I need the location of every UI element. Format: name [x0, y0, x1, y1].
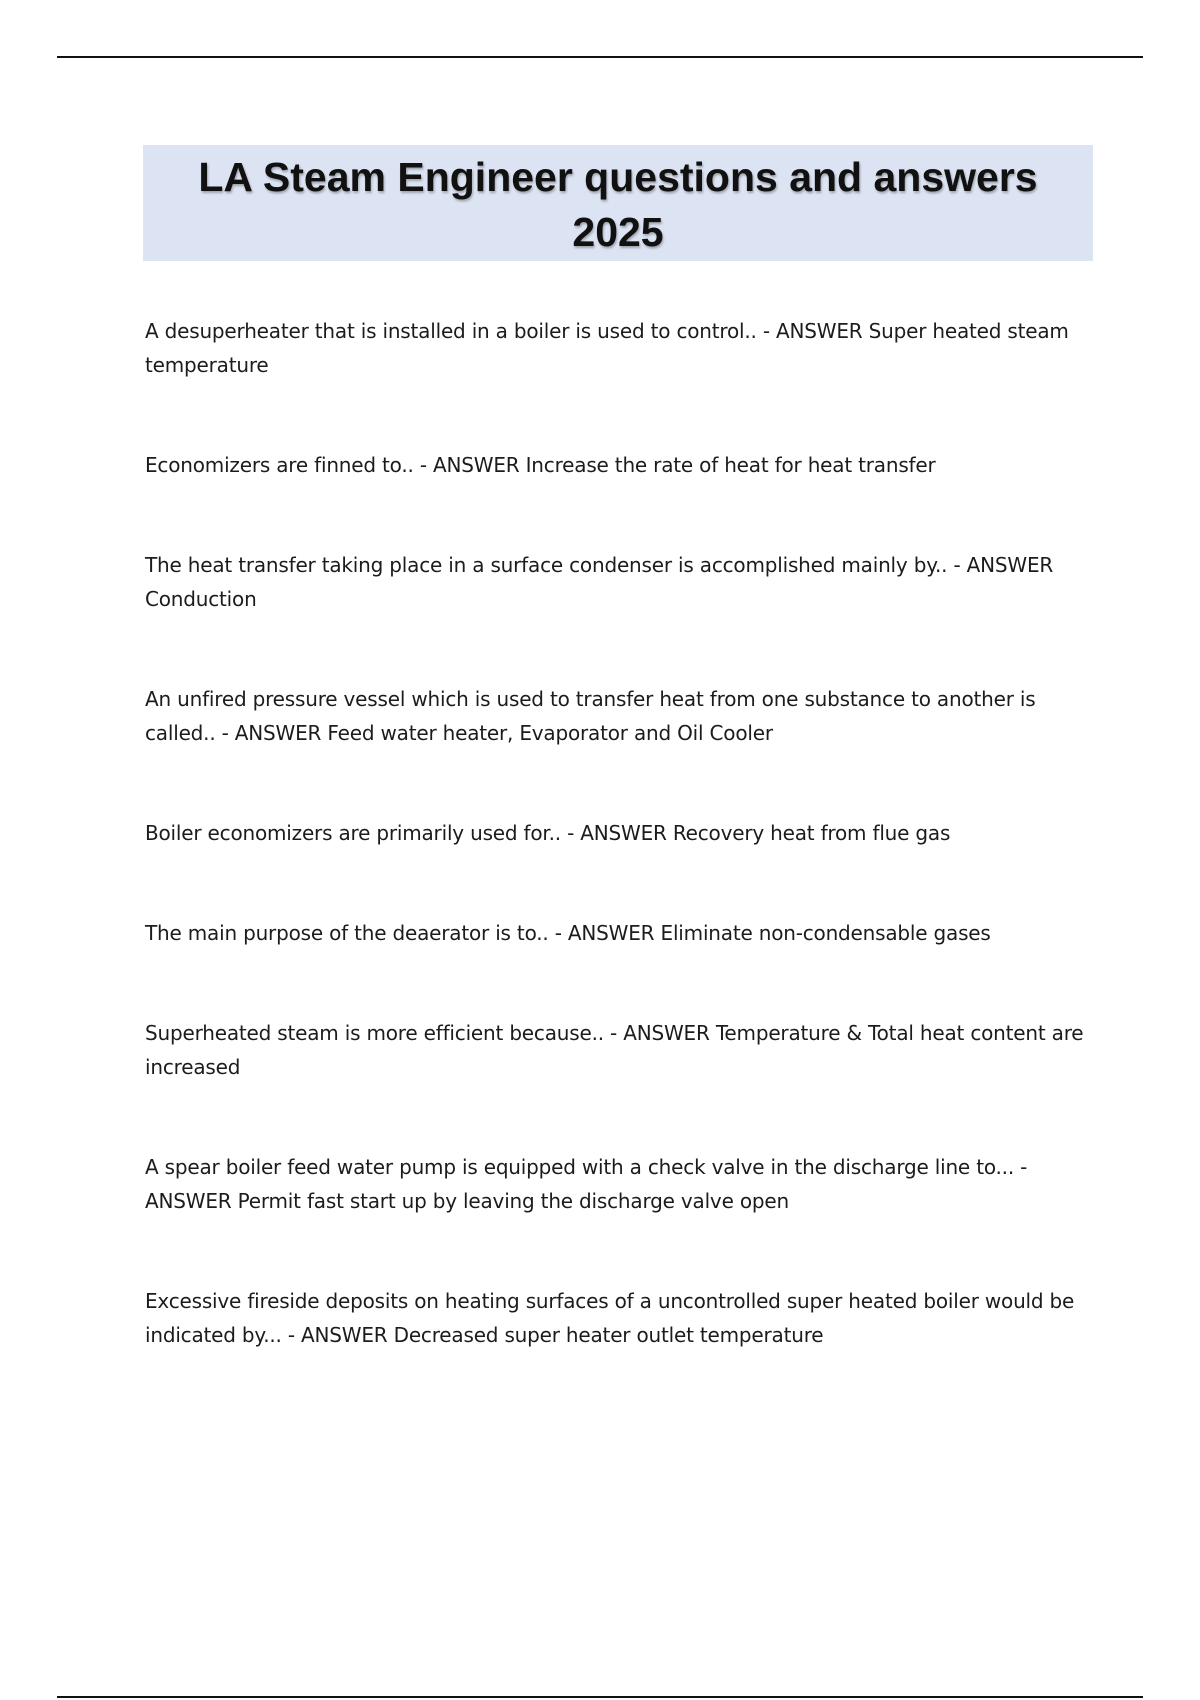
qa-item [145, 816, 1090, 850]
title-banner [143, 145, 1093, 261]
qa-item [145, 314, 1090, 382]
qa-text: The main purpose of the deaerator is to.. - ANSWER Eliminate non-condensable gases [145, 921, 991, 945]
qa-item [145, 1016, 1090, 1084]
bottom-rule [57, 1696, 1143, 1698]
qa-text: The heat transfer taking place in a surface condenser is accomplished mainly by.. - ANSWER Conduction [145, 553, 1054, 611]
qa-item [145, 1150, 1090, 1218]
qa-text: A spear boiler feed water pump is equipped with a check valve in the discharge line to... - ANSWER Permit fast start up by leaving the discharge valve open [145, 1155, 1028, 1213]
qa-item [145, 548, 1090, 616]
top-rule [57, 56, 1143, 58]
qa-text: A desuperheater that is installed in a boiler is used to control.. - ANSWER Super heated steam temperature [145, 319, 1069, 377]
qa-item [145, 1284, 1090, 1352]
qa-item [145, 916, 1090, 950]
qa-text: Economizers are finned to.. - ANSWER Increase the rate of heat for heat transfer [145, 453, 936, 477]
qa-text: Boiler economizers are primarily used for.. - ANSWER Recovery heat from flue gas [145, 821, 951, 845]
qa-item [145, 448, 1090, 482]
document-title: LA Steam Engineer questions and answers 2025 [198, 154, 1038, 255]
qa-text: An unfired pressure vessel which is used to transfer heat from one substance to another is called.. - ANSWER Feed water heater, Evaporator and Oil Cooler [145, 687, 1036, 745]
qa-item [145, 682, 1090, 750]
qa-text: Superheated steam is more efficient because.. - ANSWER Temperature & Total heat content are increased [145, 1021, 1084, 1079]
qa-list [145, 314, 1090, 1418]
qa-text: Excessive fireside deposits on heating surfaces of a uncontrolled super heated boiler would be indicated by... - ANSWER Decreased super heater outlet temperature [145, 1289, 1075, 1347]
